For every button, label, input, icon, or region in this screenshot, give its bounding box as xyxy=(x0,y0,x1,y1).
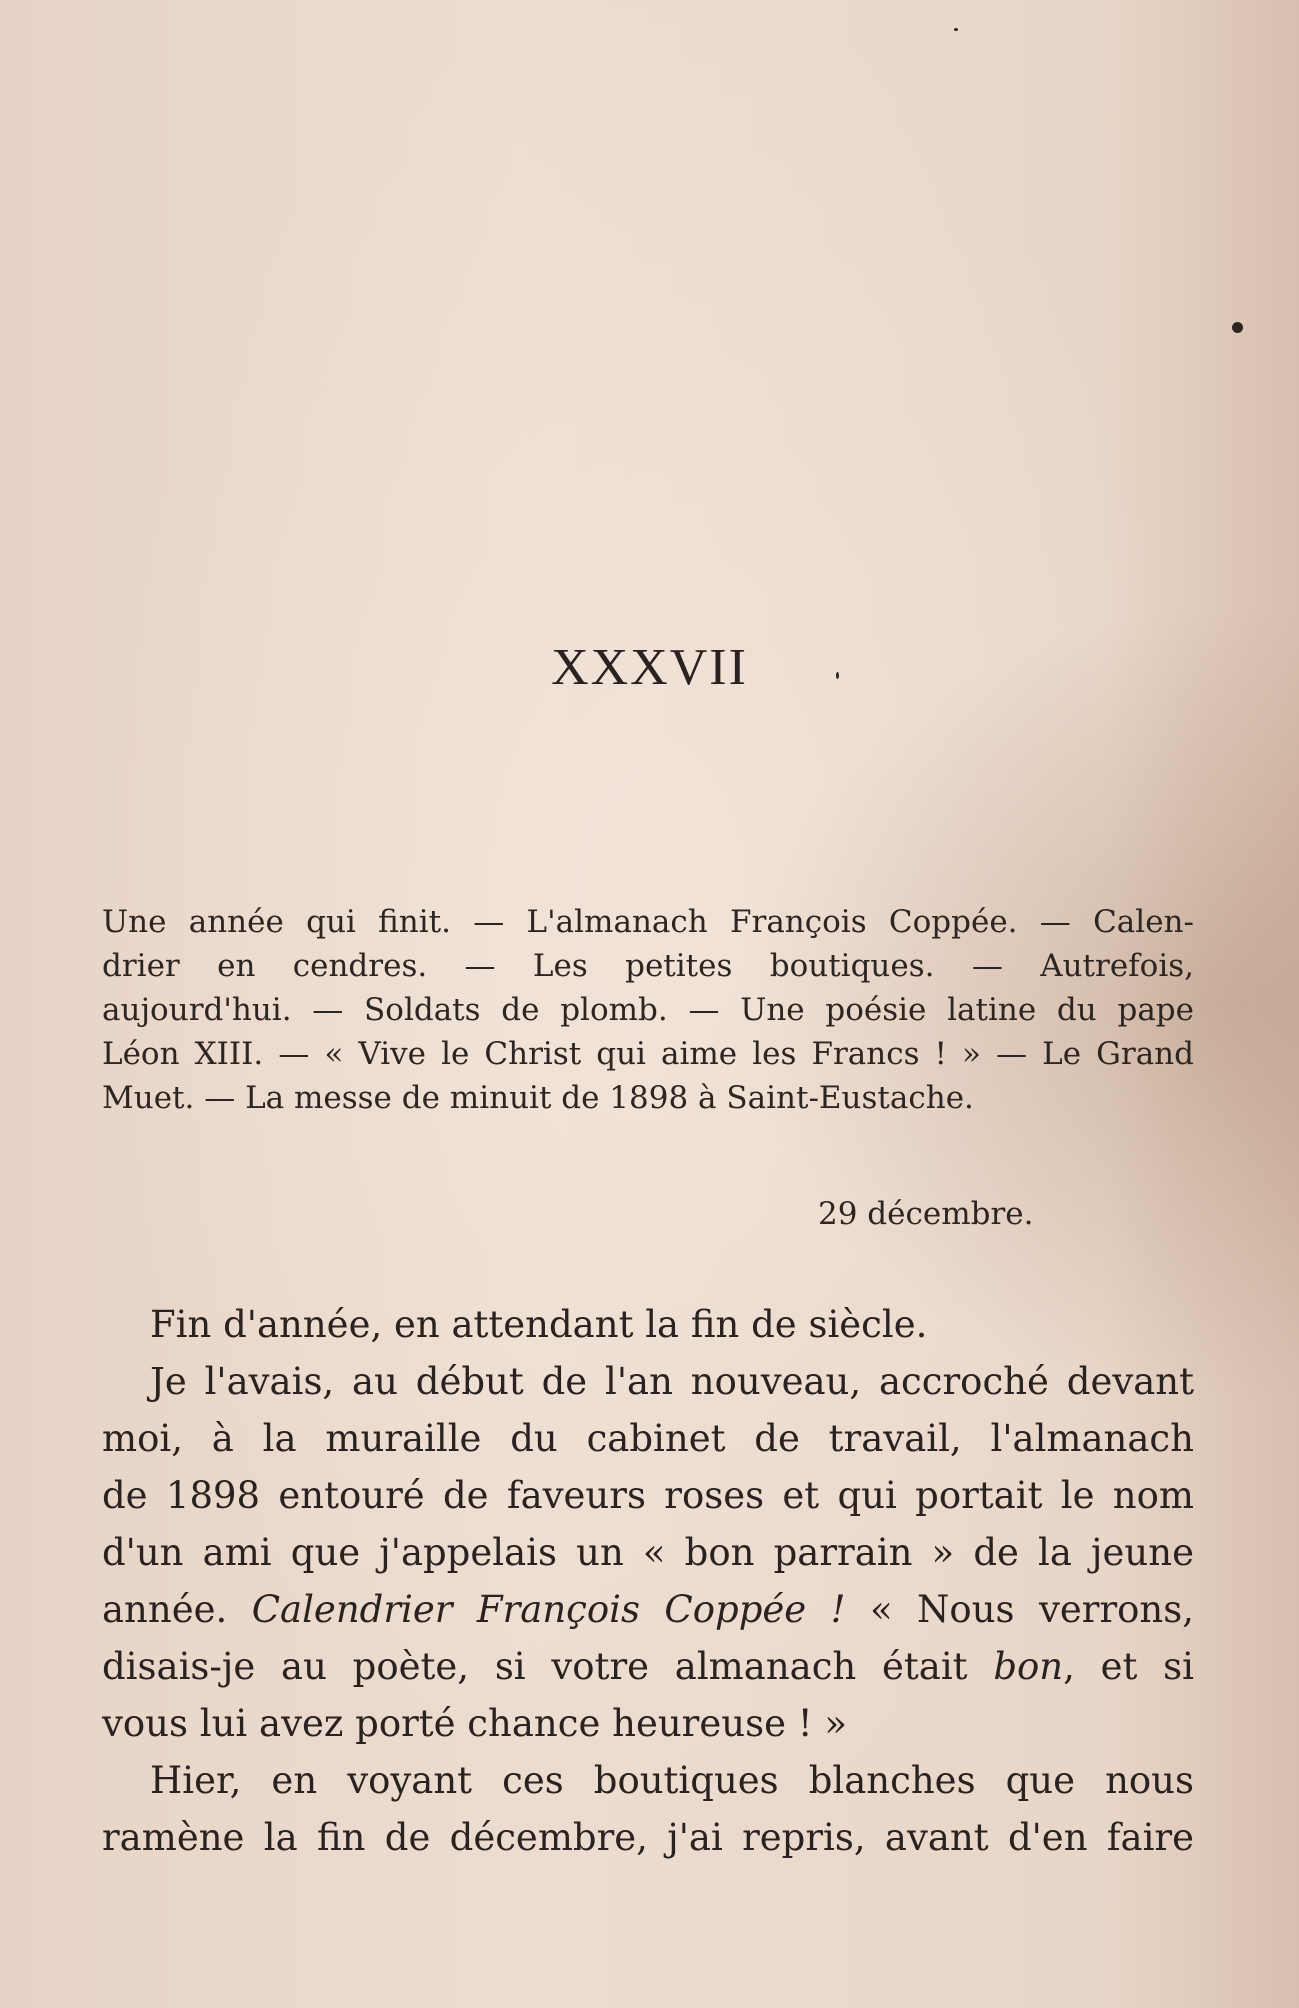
dateline: 29 décembre. xyxy=(818,1196,1034,1232)
summary-line: Muet. — La messe de minuit de 1898 à Saint-Eustache. xyxy=(102,1080,974,1116)
ink-speck xyxy=(1232,322,1243,333)
body-text-run: « Nous verrons, xyxy=(845,1588,1194,1631)
summary-line: aujourd'hui. — Soldats de plomb. — Une poésie latine du pape xyxy=(102,992,1194,1028)
body-line: moi, à la muraille du cabinet de travail, l'almanach xyxy=(102,1417,1194,1460)
body-line: Je l'avais, au début de l'an nouveau, accroché devant xyxy=(150,1360,1194,1403)
body-text-run: disais-je au poète, si votre almanach était xyxy=(102,1645,994,1688)
body-line: Hier, en voyant ces boutiques blanches que nous xyxy=(150,1759,1194,1802)
italic-word: bon xyxy=(993,1645,1064,1688)
body-text-run: année. xyxy=(102,1588,252,1631)
italic-title: Calendrier François Coppée ! xyxy=(251,1588,846,1631)
body-line xyxy=(102,1581,1194,1638)
body-text-run: , et si xyxy=(1063,1645,1194,1688)
body-line: vous lui avez porté chance heureuse ! » xyxy=(102,1702,848,1745)
chapter-number: XXXVII xyxy=(551,639,748,696)
body-line: ramène la fin de décembre, j'ai repris, avant d'en faire xyxy=(102,1816,1194,1859)
summary-line: drier en cendres. — Les petites boutiques. — Autrefois, xyxy=(102,948,1194,984)
ink-speck xyxy=(954,28,958,31)
body-text xyxy=(102,1296,1194,1866)
body-line: de 1898 entouré de faveurs roses et qui portait le nom xyxy=(102,1474,1194,1517)
body-line xyxy=(102,1638,1194,1695)
chapter-summary xyxy=(102,900,1194,1120)
summary-line: Une année qui finit. — L'almanach François Coppée. — Calen- xyxy=(102,904,1194,940)
body-line: d'un ami que j'appelais un « bon parrain » de la jeune xyxy=(102,1531,1194,1574)
summary-line: Léon XIII. — « Vive le Christ qui aime les Francs ! » — Le Grand xyxy=(102,1036,1194,1072)
body-line: Fin d'année, en attendant la fin de siècle. xyxy=(150,1303,928,1346)
